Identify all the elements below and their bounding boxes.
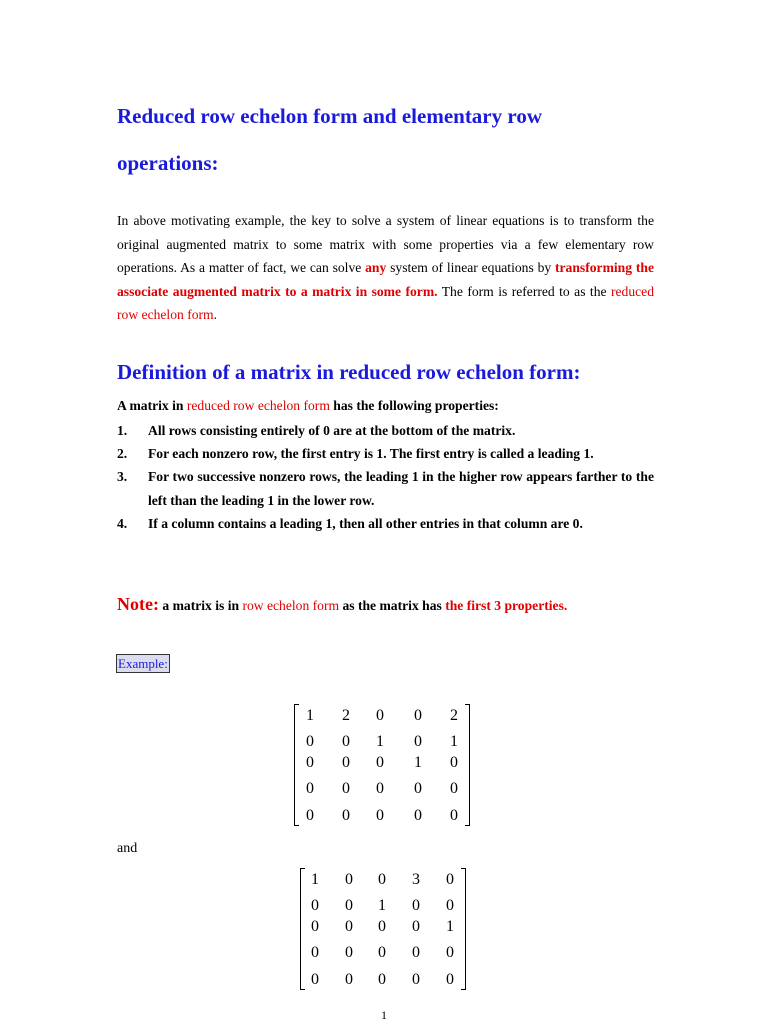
matrix-1 xyxy=(294,704,470,826)
matrix-cell: 0 xyxy=(414,707,422,724)
matrix-cell: 1 xyxy=(414,754,422,771)
properties-intro-post: has the following properties: xyxy=(329,398,499,413)
matrix-cell: 0 xyxy=(378,944,386,961)
matrix-cell: 0 xyxy=(311,897,319,914)
matrix-cell: 0 xyxy=(450,807,458,824)
intro-term-rref: reduced row echelon form xyxy=(117,283,655,322)
property-number: 3. xyxy=(117,469,128,485)
intro-emphasis-any: any xyxy=(365,260,387,275)
matrix-cell: 0 xyxy=(378,871,386,888)
property-text: If a column contains a leading 1, then all other entries in that column are 0. xyxy=(148,515,583,531)
intro-text-2: system of linear equations by xyxy=(386,260,555,275)
note-text-1: a matrix is in xyxy=(158,598,243,613)
matrix-cell: 0 xyxy=(412,897,420,914)
note-properties: the first 3 properties. xyxy=(445,598,568,613)
property-text: For each nonzero row, the first entry is 1. The first entry is called a leading 1. xyxy=(148,446,594,462)
example-label: Example: xyxy=(118,656,168,671)
properties-intro-term: reduced row echelon form xyxy=(186,398,330,413)
matrix-cell: 0 xyxy=(306,807,314,824)
note-text-2: as the matrix has xyxy=(339,598,446,613)
property-item xyxy=(117,442,654,465)
matrix-cell: 0 xyxy=(414,733,422,750)
matrix-cell: 0 xyxy=(412,918,420,935)
property-text: All rows consisting entirely of 0 are at the bottom of the matrix. xyxy=(148,423,516,438)
note-line xyxy=(117,594,567,615)
matrix-cell: 1 xyxy=(306,707,314,724)
properties-intro xyxy=(117,398,499,414)
matrix-cell: 0 xyxy=(311,944,319,961)
matrix-cell: 0 xyxy=(311,918,319,935)
matrix-cell: 0 xyxy=(342,780,350,797)
matrix-cell: 1 xyxy=(311,871,319,888)
definition-heading: Definition of a matrix in reduced row echelon form: xyxy=(117,360,581,384)
matrix-cell: 0 xyxy=(376,707,384,724)
matrix-cell: 0 xyxy=(412,944,420,961)
properties-intro-pre: A matrix in xyxy=(117,398,187,413)
intro-text-1: In above motivating example, the key to solve a system of linear equations is to transform the original augmented matrix to some matrix with some properties via a few elementary row operations. As a matter of fact, we can solve xyxy=(117,213,654,275)
matrix-cell: 1 xyxy=(446,918,454,935)
right-bracket xyxy=(461,868,466,990)
property-number: 1. xyxy=(117,423,128,438)
matrix-cell: 0 xyxy=(446,971,454,988)
matrix-cell: 0 xyxy=(376,754,384,771)
matrix-cell: 0 xyxy=(446,944,454,961)
properties-list xyxy=(117,419,654,535)
matrix-cell: 0 xyxy=(342,754,350,771)
intro-text-4: . xyxy=(213,307,218,322)
matrix-cell: 2 xyxy=(342,707,350,724)
matrix-2 xyxy=(300,868,466,990)
note-term: row echelon form xyxy=(242,598,340,613)
intro-emphasis-transform: transforming the associate augmented matrix to a matrix in some form. xyxy=(117,260,654,299)
matrix-cell: 0 xyxy=(345,918,353,935)
and-text: and xyxy=(117,841,138,856)
property-number: 2. xyxy=(117,446,128,462)
matrix-cell: 0 xyxy=(306,780,314,797)
matrix-cell: 2 xyxy=(450,707,458,724)
matrix-cell: 0 xyxy=(412,971,420,988)
matrix-cell: 0 xyxy=(306,754,314,771)
matrix-cell: 0 xyxy=(306,733,314,750)
matrix-cell: 0 xyxy=(414,780,422,797)
intro-paragraph xyxy=(117,209,654,327)
right-bracket xyxy=(465,704,470,826)
matrix-cell: 1 xyxy=(378,897,386,914)
matrix-cell: 0 xyxy=(378,918,386,935)
matrix-cell: 1 xyxy=(376,733,384,750)
matrix-cell: 0 xyxy=(376,807,384,824)
matrix-cell: 0 xyxy=(311,971,319,988)
matrix-cell: 0 xyxy=(345,897,353,914)
note-label: Note: xyxy=(117,594,159,614)
property-item xyxy=(117,512,654,535)
property-item xyxy=(117,465,654,511)
matrix-cell: 0 xyxy=(342,733,350,750)
matrix-cell: 0 xyxy=(345,971,353,988)
left-bracket xyxy=(294,704,299,826)
matrix-cell: 1 xyxy=(450,733,458,750)
matrix-cell: 0 xyxy=(378,971,386,988)
property-text: For two successive nonzero rows, the leading 1 in the higher row appears farther to the left than the leading 1 in the lower row. xyxy=(148,469,654,508)
section-title-line1: Reduced row echelon form and elementary row xyxy=(117,104,542,128)
intro-text-3: The form is referred to as the xyxy=(437,283,611,299)
matrix-cell: 0 xyxy=(450,754,458,771)
property-number: 4. xyxy=(117,515,128,531)
matrix-cell: 0 xyxy=(450,780,458,797)
matrix-cell: 0 xyxy=(345,944,353,961)
matrix-cell: 0 xyxy=(446,897,454,914)
matrix-cell: 0 xyxy=(376,780,384,797)
page-number: 1 xyxy=(381,1008,387,1022)
property-item xyxy=(117,419,654,442)
matrix-cell: 0 xyxy=(345,871,353,888)
matrix-cell: 3 xyxy=(412,871,420,888)
section-title-line2: operations: xyxy=(117,151,219,175)
matrix-cell: 0 xyxy=(414,807,422,824)
matrix-cell: 0 xyxy=(342,807,350,824)
matrix-cell: 0 xyxy=(446,871,454,888)
